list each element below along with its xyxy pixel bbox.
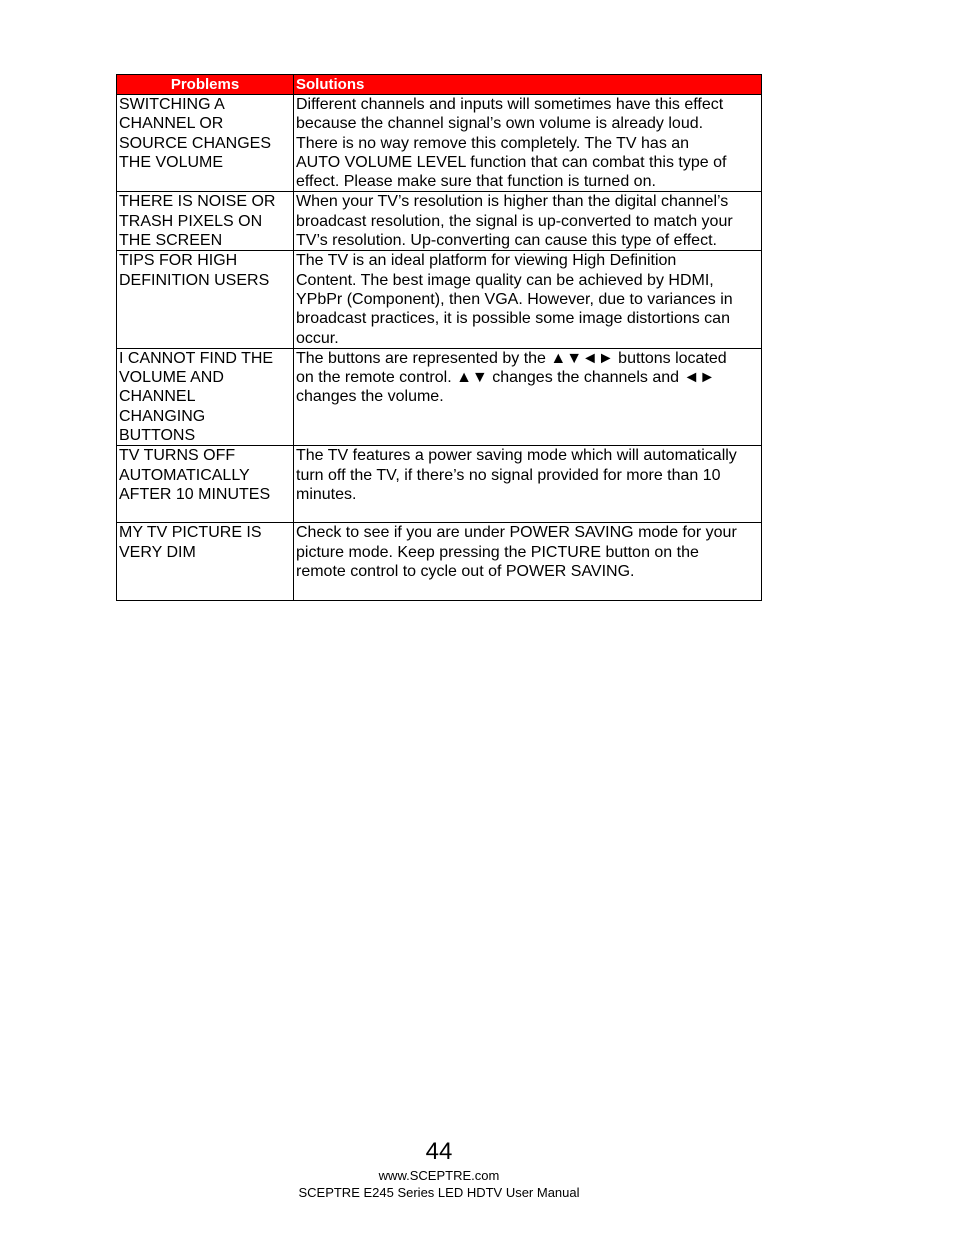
table-row [117, 446, 762, 523]
solution-cell [294, 523, 762, 601]
table-header-row [117, 75, 762, 95]
problem-cell [117, 523, 294, 601]
solution-text: The TV features a power saving mode which will automatically turn off the TV, if there’s no signal provided for more than 10 minutes. [296, 447, 737, 503]
solution-cell [294, 192, 762, 251]
table-row [117, 348, 762, 445]
solutions-column-header: Solutions [294, 75, 762, 95]
troubleshooting-table [116, 74, 762, 601]
problem-text: MY TV PICTURE IS VERY DIM [119, 524, 262, 561]
problem-cell [117, 348, 294, 445]
page-number: 44 [425, 1138, 453, 1165]
solution-text: Check to see if you are under POWER SAVING mode for your picture mode. Keep pressing the PICTURE button on the remote control to cycle out of POWER SAVING. [296, 524, 737, 580]
solution-text: When your TV’s resolution is higher than the digital channel’s broadcast resolution, the signal is up-converted to match your TV’s resolution. Up-converting can cause this type of effect. [296, 193, 733, 250]
solution-cell [294, 348, 762, 445]
problem-text: SWITCHING A CHANNEL OR SOURCE CHANGES THE VOLUME [119, 96, 272, 171]
table-row [117, 95, 762, 192]
solution-text: Different channels and inputs will sometimes have this effect because the channel signal’s own volume is already loud. There is no way remove this completely. The TV has an AUTO VOLUME LEVEL function that can combat this type of effect. Please make sure that function is turned on. [296, 96, 727, 191]
problem-cell [117, 192, 294, 251]
solution-cell [294, 251, 762, 348]
solution-text: The TV is an ideal platform for viewing High Definition Content. The best image quality can be achieved by HDMI, YPbPr (Component), then VGA. However, due to variances in broadcast practices, it is possible some image distortions can occur. [296, 252, 733, 347]
problem-text: TV TURNS OFF AUTOMATICALLY AFTER 10 MINUTES [119, 447, 271, 503]
solution-cell [294, 95, 762, 192]
solution-cell [294, 446, 762, 523]
website-link: www.SCEPTRE.com [378, 1168, 500, 1183]
table-row [117, 523, 762, 601]
problem-cell [117, 446, 294, 523]
problem-text: TIPS FOR HIGH DEFINITION USERS [119, 252, 270, 289]
problem-text: THERE IS NOISE OR TRASH PIXELS ON THE SCREEN [119, 193, 276, 250]
manual-title: SCEPTRE E245 Series LED HDTV User Manual [298, 1185, 580, 1200]
problem-cell [117, 95, 294, 192]
table-row [117, 192, 762, 251]
problem-text: I CANNOT FIND THE VOLUME AND CHANNEL CHANGING BUTTONS [119, 349, 274, 445]
solution-text: The buttons are represented by the ▲▼◄► buttons located on the remote control. ▲▼ changes the channels and ◄► changes the volume. [296, 349, 727, 406]
table-row [117, 251, 762, 348]
problem-cell [117, 251, 294, 348]
problems-column-header: Problems [117, 75, 294, 95]
